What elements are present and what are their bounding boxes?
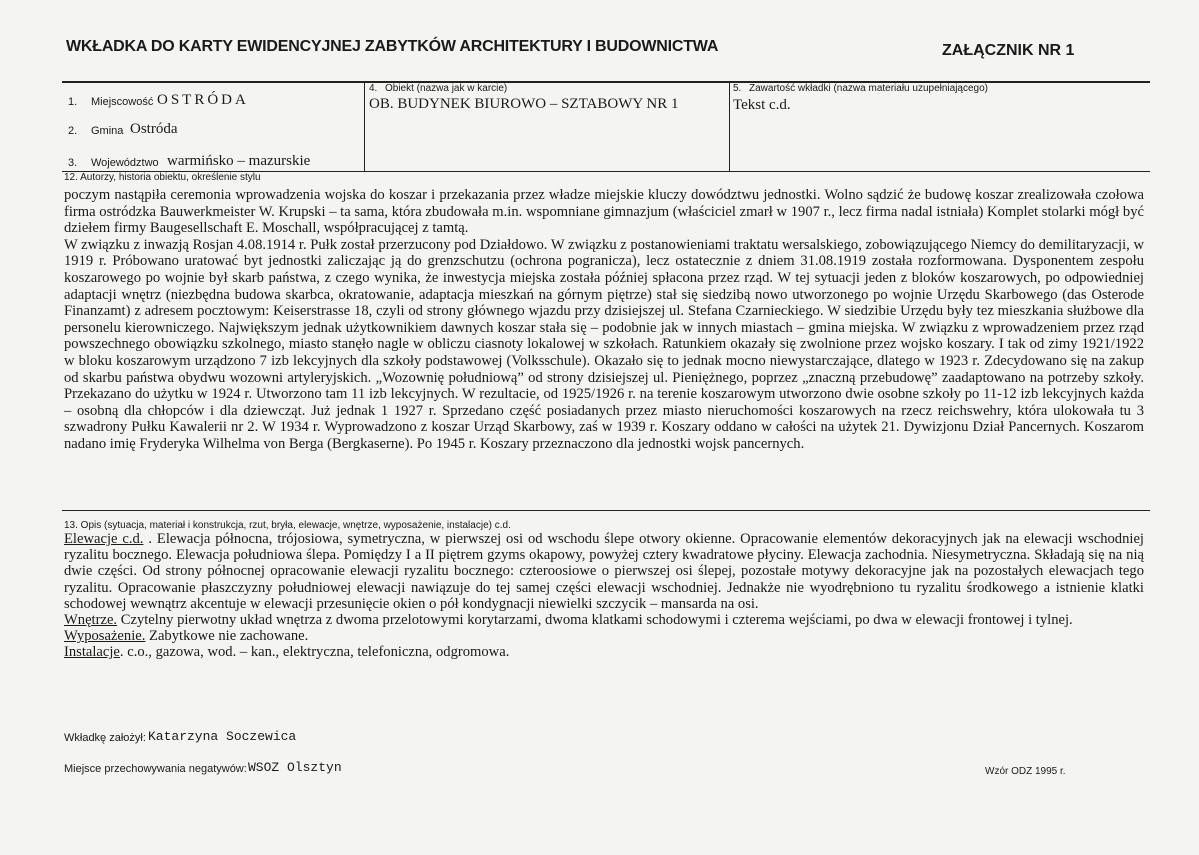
annex-label: ZAŁĄCZNIK NR 1: [942, 42, 1075, 59]
section-13-label: 13. Opis (sytuacja, materiał i konstrukcja, rzut, bryła, elewacje, wnętrze, wyposażenie, instalacje) c.d.: [64, 520, 511, 531]
field-2-label: Gmina: [91, 125, 124, 137]
author-value: Katarzyna Soczewica: [148, 729, 297, 744]
field-1-label: Miejscowość: [91, 96, 154, 108]
divider-section-13: [62, 510, 1150, 511]
description-text: [64, 531, 1144, 661]
installations-heading: Instalacje: [64, 644, 120, 661]
interior-paragraph: [64, 612, 1144, 628]
author-label: Wkładkę założył:: [64, 732, 146, 744]
field-5-label: Zawartość wkładki (nazwa materiału uzupełniającego): [749, 83, 988, 94]
field-3-number: 3.: [68, 157, 78, 169]
field-4-label: Obiekt (nazwa jak w karcie): [385, 83, 508, 94]
history-text: [64, 187, 1144, 453]
history-paragraph: W związku z inwazją Rosjan 4.08.1914 r. Pułk został przerzucony pod Działdowo. W związku z postanowieniami traktatu wersalskiego, zobowiązującego Niemcy do demilitaryzacji, w 1919 r. Próbowano uratować byt jednostki zaliczając ją do grenzschutzu (ochrona pogranicza), lecz ostatecznie z dniem 31.08.1919 została rozformowana. Dysponentem zespołu koszarowego po wojnie był skarb państwa, z czego wynika, że inwestycja miejska została później spłacona przez rząd. W tej sytuacji jeden z bloków koszarowych, po odpowiedniej adaptacji wnętrz (niezbędna budowa skarbca, okratowanie, adaptacja mieszkań na górnym piętrze) stał się siedzibą nowo utworzonego po wojnie Urzędu Skarbowego (das Osterode Finanzamt) z adresem pocztowym: Keiserstrasse 18, czyli od strony głównego wjazdu przy dzisiejszej ul. Stefana Czarnieckiego. W siedzibie Urzędu były tez mieszkania służbowe dla personelu kierowniczego. Największym jednak użytkownikiem dawnych koszar stała się – podobnie jak w innych miastach – gmina miejska. W związku z wprowadzeniem przez rząd powszechnego obowiązku szkolnego, miasto stanęło nagle w obliczu ciasnoty lokalowej w szkołach. Ratunkiem okazały się zwolnione przez wojsko koszary. I tak od zimy 1921/1922 w bloku koszarowym urządzono 7 izb lekcyjnych dla szkoły podstawowej (Volksschule). Okazało się to jednak mocno niewystarczające, dlatego w 1923 r. Zdecydowano się na zakup od skarbu państwa obydwu wozowni artyleryjskich. „Wozownię południową” od strony dzisiejszej ul. Pieniężnego, poprzez „znaczną przebudowę” zaadaptowano na potrzeby szkoły. Przekazano do użytku w 1924 r. Utworzono tam 11 izb lekcyjnych. W rezultacie, od 1925/1926 r. na terenie koszarowym utworzono dwie osobne szkoły po 11-12 izb lekcyjnych każda – osobną dla chłopców i dla dziewcząt. Już jednak 1 1927 r. Sprzedano część posiadanych przez miasto nieruchomości koszarowych na rzecz reichswehry, która ulokowała tu 3 szwadrony Pułku Kawalerii nr 2. W 1934 r. Wyprowadzono z koszar Urząd Skarbowy, zaś w 1939 r. Koszary oddano w całości na użytek 21. Dywizjonu Dział Pancernych. Koszarom nadano imię Fryderyka Wilhelma von Berga (Bergkaserne). Po 1945 r. Koszary przeznaczono dla jednostki wojsk pancernych.: [64, 236, 1144, 452]
town-value: OSTRÓDA: [157, 92, 249, 108]
field-1-number: 1.: [68, 96, 78, 108]
object-name-value: OB. BUDYNEK BIUROWO – SZTABOWY NR 1: [369, 96, 679, 112]
section-12-label: 12. Autorzy, historia obiektu, określenie stylu: [64, 172, 261, 183]
installations-paragraph: [64, 644, 1144, 660]
divider-col-2: [729, 81, 730, 171]
voivodeship-value: warmińsko – mazurskie: [167, 153, 311, 169]
divider-col-1: [364, 81, 365, 171]
commune-value: Ostróda: [130, 121, 178, 137]
interior-text: Czytelny pierwotny układ wnętrza z dwoma przelotowymi korytarzami, dwoma klatkami schodowymi i czterema wejściami, po dwa w elewacji frontowej i tylnej.: [117, 612, 1073, 629]
interior-heading: Wnętrze.: [64, 612, 118, 629]
elevations-text: . Elewacja północna, trójosiowa, symetryczna, w pierwszej osi od wschodu ślepe otwory okienne. Opracowanie elementów dekoracyjnych jak na elewacji wschodniej ryzalitu bocznego. Elewacja południowa ślepa. Pomiędzy I a II piętrem gzyms okapowy, powyżej cztery kwadratowe płyciny. Elewacja zachodnia. Niesymetryczna. Składają się na nią dwie części. Od strony północnej opracowanie elewacji ryzalitu bocznego: czteroosiowe o pierwszej osi ślepej, pozostałe motywy dekoracyjne jak na pozostałych elewacjach tego ryzalitu. Opracowanie płaszczyzny południowej elewacji nawiązuje do tej samej części elewacji wschodniej. Jednakże nie wyodrębniono tu ryzalitu środkowego a istnienie klatki schodowej wewnątrz akcentuje w elewacji przesunięcie okien o pół kondygnacji niewielki szczycik – mansarda na osi.: [64, 531, 1144, 612]
field-4-number: 4.: [369, 83, 378, 94]
installations-text: . c.o., gazowa, wod. – kan., elektryczna, telefoniczna, odgromowa.: [119, 644, 510, 661]
field-3-label: Województwo: [91, 157, 159, 169]
equipment-paragraph: [64, 628, 1144, 644]
page-title: WKŁADKA DO KARTY EWIDENCYJNEJ ZABYTKÓW ARCHITEKTURY I BUDOWNICTWA: [66, 38, 719, 55]
elevations-paragraph: [64, 531, 1144, 612]
history-paragraph: poczym nastąpiła ceremonia wprowadzenia wojska do koszar i przekazania przez władze miejskie kluczy dowództwu jednostki. Wolno sądzić że budowę koszar zrealizowała czołowa firma ostródzka Bauwerkmeister W. Krupski – ta sama, która zbudowała m.in. wspomniane gimnazjum (właściciel zmarł w 1907 r., lecz firma nadal istniała) Komplet stolarki mógł być dziełem firmy Baugesellschaft E. Moschall, współpracującej z tamtą.: [64, 187, 1144, 237]
equipment-text: Zabytkowe nie zachowane.: [145, 628, 309, 645]
field-5-number: 5.: [733, 83, 742, 94]
contents-value: Tekst c.d.: [733, 97, 791, 113]
equipment-heading: Wyposażenie.: [64, 628, 146, 645]
field-2-number: 2.: [68, 125, 78, 137]
elevations-heading: Elewacje c.d.: [64, 531, 144, 547]
storage-value: WSOZ Olsztyn: [248, 760, 342, 775]
template-version: Wzór ODZ 1995 r.: [985, 766, 1066, 777]
storage-label: Miejsce przechowywania negatywów:: [64, 763, 247, 775]
